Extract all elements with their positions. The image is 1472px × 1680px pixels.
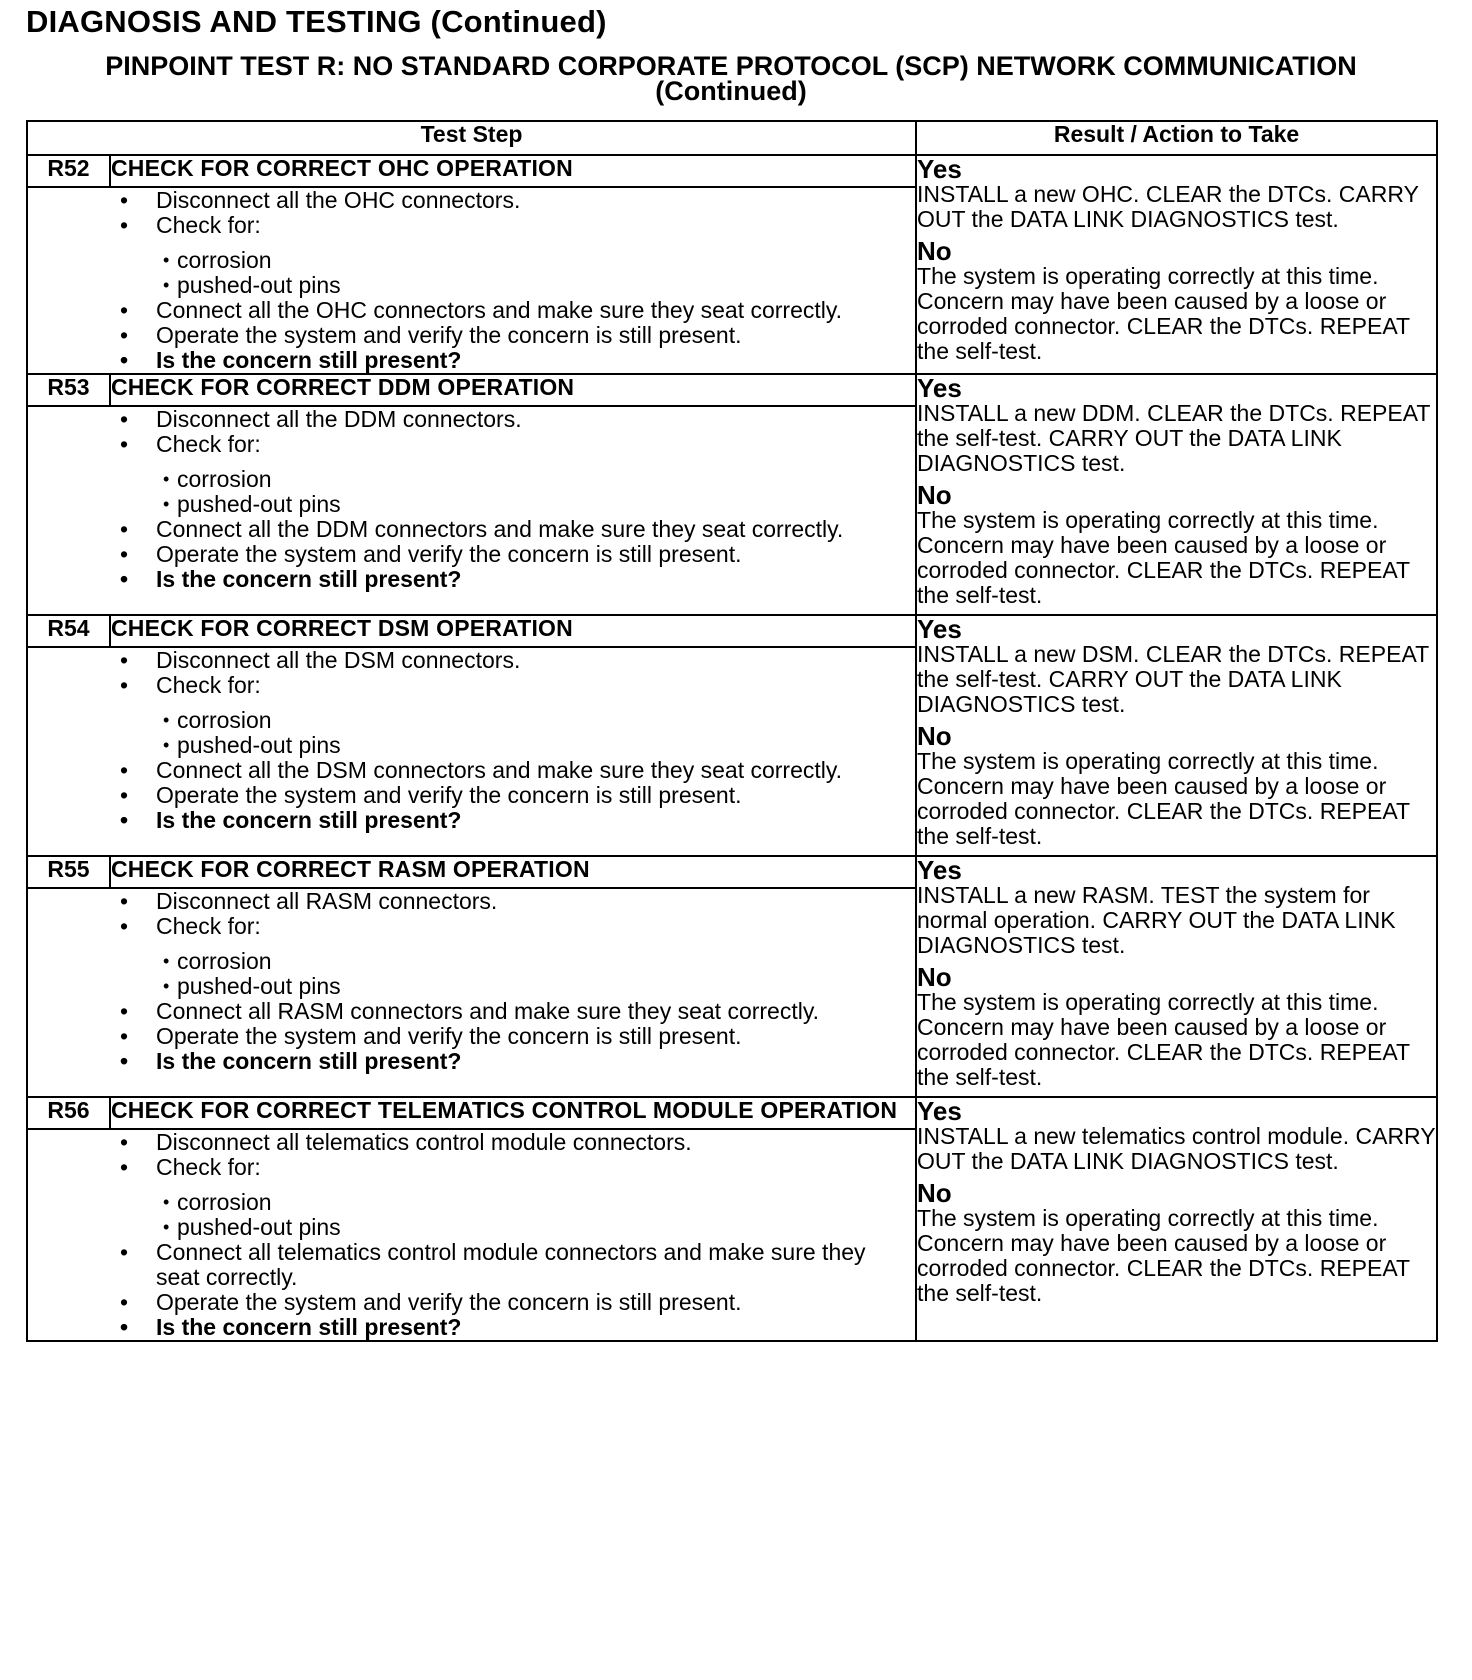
step-list [28, 407, 915, 592]
step-item [156, 432, 915, 517]
test-step-title-row [27, 615, 1437, 647]
step-item [156, 213, 915, 298]
yes-action: INSTALL a new telematics control module. CARRY OUT the DATA LINK DIAGNOSTICS test. [917, 1123, 1436, 1174]
step-item: • Disconnect all the OHC connectors. [156, 188, 915, 213]
yes-label: Yes [917, 154, 962, 184]
yes-action: INSTALL a new DSM. CLEAR the DTCs. REPEAT the self-test. CARRY OUT the DATA LINK DIAGNOSTICS test. [917, 641, 1429, 717]
step-title: CHECK FOR CORRECT DSM OPERATION [110, 615, 916, 647]
step-item: • Disconnect all telematics control module connectors. [156, 1130, 915, 1155]
step-item: • Operate the system and verify the concern is still present. [156, 1290, 915, 1315]
yes-label: Yes [917, 373, 962, 403]
step-number: R53 [27, 374, 110, 406]
document-title: DIAGNOSIS AND TESTING (Continued) [26, 4, 607, 39]
pinpoint-test-continued: (Continued) [655, 76, 807, 106]
step-item [156, 673, 915, 758]
check-item: • corrosion [177, 708, 915, 733]
test-step-title-row [27, 155, 1437, 187]
no-label: No [917, 480, 952, 510]
check-item: • pushed-out pins [177, 974, 915, 999]
check-for-list [156, 949, 915, 999]
step-number: R55 [27, 856, 110, 888]
check-for-list [156, 248, 915, 298]
check-item: • corrosion [177, 949, 915, 974]
step-item: • Connect all telematics control module connectors and make sure they seat correctly. [156, 1240, 915, 1290]
step-item: • Disconnect all the DDM connectors. [156, 407, 915, 432]
result-cell [916, 856, 1437, 1097]
step-list [28, 889, 915, 1074]
check-for-list [156, 708, 915, 758]
pinpoint-test-table [26, 120, 1438, 1342]
check-for-list [156, 1190, 915, 1240]
test-step-title-row [27, 856, 1437, 888]
step-question: • Is the concern still present? [156, 1315, 915, 1340]
result-cell [916, 374, 1437, 615]
step-item: • Connect all the DDM connectors and make sure they seat correctly. [156, 517, 915, 542]
column-header-test-step: Test Step [27, 121, 916, 155]
table-body [27, 155, 1437, 1341]
result-cell [916, 1097, 1437, 1341]
no-action: The system is operating correctly at this time. Concern may have been caused by a loose or corroded connector. CLEAR the DTCs. REPEAT the self-test. [917, 263, 1410, 364]
step-item [156, 1155, 915, 1240]
yes-label: Yes [917, 855, 962, 885]
table-header-row [27, 121, 1437, 155]
no-action: The system is operating correctly at this time. Concern may have been caused by a loose or corroded connector. CLEAR the DTCs. REPEAT the self-test. [917, 507, 1410, 608]
no-label: No [917, 1178, 952, 1208]
step-number: R56 [27, 1097, 110, 1129]
check-item: • pushed-out pins [177, 1215, 915, 1240]
check-for-list [156, 467, 915, 517]
step-item: • Operate the system and verify the concern is still present. [156, 783, 915, 808]
step-number: R52 [27, 155, 110, 187]
check-item: • pushed-out pins [177, 492, 915, 517]
step-list [28, 1130, 915, 1340]
no-label: No [917, 962, 952, 992]
yes-action: INSTALL a new OHC. CLEAR the DTCs. CARRY OUT the DATA LINK DIAGNOSTICS test. [917, 181, 1419, 232]
step-title: CHECK FOR CORRECT OHC OPERATION [110, 155, 916, 187]
step-item: • Connect all the OHC connectors and make sure they seat correctly. [156, 298, 915, 323]
test-step-title-row [27, 1097, 1437, 1129]
step-instructions [27, 187, 916, 374]
step-item-text: Check for: [156, 672, 261, 698]
step-item-text: Check for: [156, 212, 261, 238]
no-action: The system is operating correctly at this time. Concern may have been caused by a loose or corroded connector. CLEAR the DTCs. REPEAT the self-test. [917, 748, 1410, 849]
step-list [28, 648, 915, 833]
step-instructions [27, 1129, 916, 1341]
step-question: • Is the concern still present? [156, 567, 915, 592]
yes-label: Yes [917, 614, 962, 644]
check-item: • corrosion [177, 248, 915, 273]
result-cell [916, 615, 1437, 856]
result-cell [916, 155, 1437, 374]
step-title: CHECK FOR CORRECT DDM OPERATION [110, 374, 916, 406]
step-instructions [27, 406, 916, 615]
step-item: • Disconnect all RASM connectors. [156, 889, 915, 914]
pinpoint-test-title [26, 51, 1436, 106]
step-item [156, 914, 915, 999]
pinpoint-test-name: PINPOINT TEST R: NO STANDARD CORPORATE PROTOCOL (SCP) NETWORK COMMUNICATION [105, 51, 1357, 81]
step-instructions [27, 888, 916, 1097]
step-title: CHECK FOR CORRECT RASM OPERATION [110, 856, 916, 888]
step-list [28, 188, 915, 373]
step-item-text: Check for: [156, 1154, 261, 1180]
step-item: • Operate the system and verify the concern is still present. [156, 323, 915, 348]
step-item: • Operate the system and verify the concern is still present. [156, 542, 915, 567]
step-item-text: Check for: [156, 431, 261, 457]
check-item: • corrosion [177, 467, 915, 492]
step-item: • Disconnect all the DSM connectors. [156, 648, 915, 673]
step-question: • Is the concern still present? [156, 808, 915, 833]
no-label: No [917, 721, 952, 751]
step-number: R54 [27, 615, 110, 647]
step-question: • Is the concern still present? [156, 348, 915, 373]
yes-action: INSTALL a new DDM. CLEAR the DTCs. REPEAT the self-test. CARRY OUT the DATA LINK DIAGNOSTICS test. [917, 400, 1430, 476]
step-instructions [27, 647, 916, 856]
yes-label: Yes [917, 1096, 962, 1126]
check-item: • corrosion [177, 1190, 915, 1215]
step-item: • Operate the system and verify the concern is still present. [156, 1024, 915, 1049]
step-question: • Is the concern still present? [156, 1049, 915, 1074]
no-action: The system is operating correctly at this time. Concern may have been caused by a loose or corroded connector. CLEAR the DTCs. REPEAT the self-test. [917, 1205, 1410, 1306]
check-item: • pushed-out pins [177, 273, 915, 298]
step-title: CHECK FOR CORRECT TELEMATICS CONTROL MODULE OPERATION [110, 1097, 916, 1129]
test-step-title-row [27, 374, 1437, 406]
yes-action: INSTALL a new RASM. TEST the system for normal operation. CARRY OUT the DATA LINK DIAGNOSTICS test. [917, 882, 1396, 958]
step-item-text: Check for: [156, 913, 261, 939]
step-item: • Connect all RASM connectors and make sure they seat correctly. [156, 999, 915, 1024]
no-label: No [917, 236, 952, 266]
step-item: • Connect all the DSM connectors and make sure they seat correctly. [156, 758, 915, 783]
check-item: • pushed-out pins [177, 733, 915, 758]
no-action: The system is operating correctly at this time. Concern may have been caused by a loose or corroded connector. CLEAR the DTCs. REPEAT the self-test. [917, 989, 1410, 1090]
column-header-result: Result / Action to Take [916, 121, 1437, 155]
